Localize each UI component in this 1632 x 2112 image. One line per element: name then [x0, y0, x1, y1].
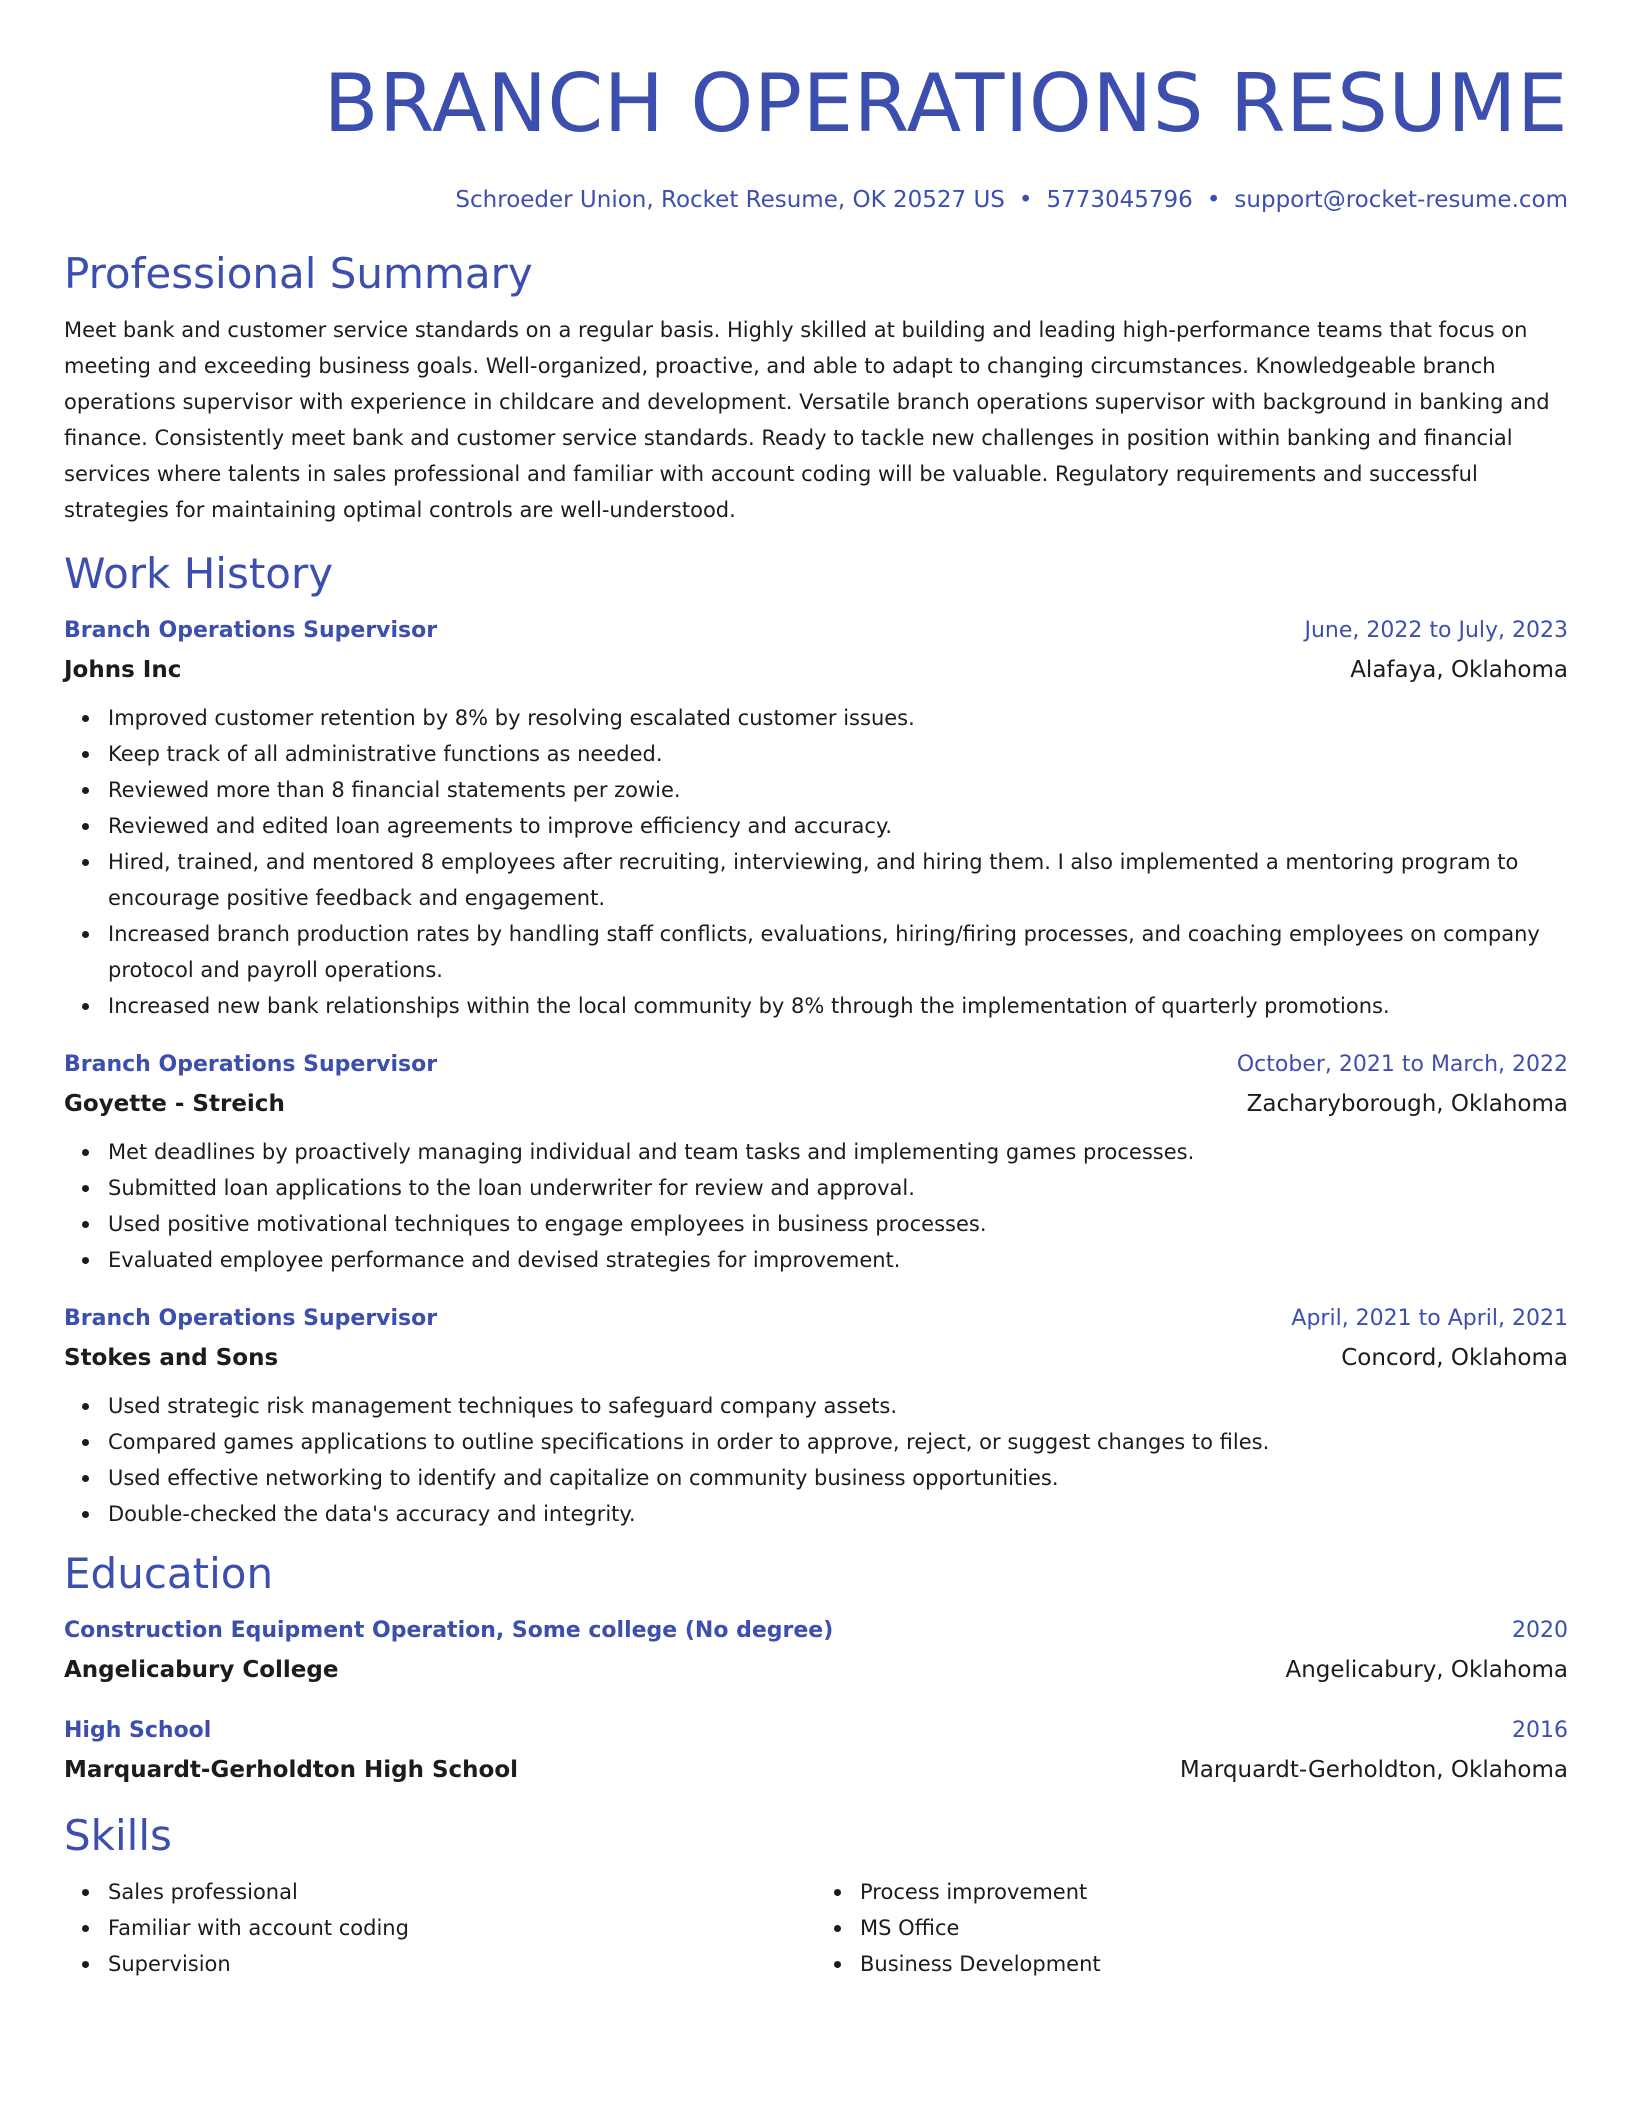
- phone-text: 5773045796: [1046, 187, 1193, 213]
- education-header: [64, 1612, 1568, 1650]
- education-subheader: [64, 1750, 1568, 1790]
- job-header: [64, 1300, 1568, 1338]
- education-subheader: [64, 1650, 1568, 1690]
- degree-title: High School: [64, 1718, 212, 1743]
- summary-heading: Professional Summary: [64, 249, 533, 298]
- skills-grid: [64, 1864, 1568, 1982]
- education-section: [64, 1546, 1568, 1790]
- list-item: Used effective networking to identify and capitalize on community business opportunities.: [108, 1460, 1568, 1496]
- list-item: Submitted loan applications to the loan underwriter for review and approval.: [108, 1170, 1568, 1206]
- job-entry: [64, 1046, 1568, 1278]
- company-name: Stokes and Sons: [64, 1345, 279, 1371]
- list-item: Evaluated employee performance and devised strategies for improvement.: [108, 1242, 1568, 1278]
- job-header: [64, 1046, 1568, 1084]
- list-item: Familiar with account coding: [108, 1910, 816, 1946]
- job-title: Branch Operations Supervisor: [64, 1052, 438, 1077]
- list-item: Process improvement: [860, 1874, 1568, 1910]
- list-item: Supervision: [108, 1946, 816, 1982]
- company-name: Goyette - Streich: [64, 1091, 285, 1117]
- contact-line: [64, 180, 1568, 220]
- degree-title: Construction Equipment Operation, Some college (No degree): [64, 1618, 834, 1643]
- education-header: [64, 1712, 1568, 1750]
- skills-section: [64, 1808, 1568, 1982]
- separator-dot: •: [1206, 187, 1221, 213]
- education-entry: [64, 1612, 1568, 1690]
- graduation-year: 2020: [1512, 1618, 1568, 1643]
- school-location: Marquardt-Gerholdton, Oklahoma: [1179, 1757, 1568, 1783]
- list-item: Used positive motivational techniques to engage employees in business processes.: [108, 1206, 1568, 1242]
- job-dates: June, 2022 to July, 2023: [1304, 618, 1568, 643]
- list-item: Sales professional: [108, 1874, 816, 1910]
- job-title: Branch Operations Supervisor: [64, 1306, 438, 1331]
- job-entry: [64, 1300, 1568, 1532]
- resume-page: [64, 0, 1568, 1982]
- company-name: Johns Inc: [64, 657, 182, 683]
- job-dates: April, 2021 to April, 2021: [1291, 1306, 1568, 1331]
- list-item: Keep track of all administrative functions as needed.: [108, 736, 1568, 772]
- list-item: Met deadlines by proactively managing individual and team tasks and implementing games processes.: [108, 1134, 1568, 1170]
- summary-section: [64, 246, 1568, 528]
- job-subheader: [64, 650, 1568, 690]
- list-item: MS Office: [860, 1910, 1568, 1946]
- job-entry: [64, 612, 1568, 1024]
- education-heading: Education: [64, 1549, 274, 1598]
- address-text: Schroeder Union, Rocket Resume, OK 20527 US: [455, 187, 1005, 213]
- job-subheader: [64, 1084, 1568, 1124]
- job-location: Zacharyborough, Oklahoma: [1246, 1091, 1568, 1117]
- job-title: Branch Operations Supervisor: [64, 618, 438, 643]
- job-dates: October, 2021 to March, 2022: [1236, 1052, 1568, 1077]
- school-name: Angelicabury College: [64, 1657, 339, 1683]
- job-bullets: [64, 1388, 1568, 1532]
- graduation-year: 2016: [1512, 1718, 1568, 1743]
- work-history-heading: Work History: [64, 549, 334, 598]
- skills-heading: Skills: [64, 1811, 172, 1860]
- school-location: Angelicabury, Oklahoma: [1285, 1657, 1568, 1683]
- skills-list-right: [816, 1874, 1568, 1982]
- list-item: Increased branch production rates by handling staff conflicts, evaluations, hiring/firing processes, and coaching employees on company protocol and payroll operations.: [108, 916, 1568, 988]
- list-item: Reviewed and edited loan agreements to improve efficiency and accuracy.: [108, 808, 1568, 844]
- job-location: Concord, Oklahoma: [1341, 1345, 1568, 1371]
- list-item: Improved customer retention by 8% by resolving escalated customer issues.: [108, 700, 1568, 736]
- list-item: Hired, trained, and mentored 8 employees after recruiting, interviewing, and hiring them. I also implemented a mentoring program to encourage positive feedback and engagement.: [108, 844, 1568, 916]
- list-item: Used strategic risk management techniques to safeguard company assets.: [108, 1388, 1568, 1424]
- work-history-section: [64, 546, 1568, 1532]
- list-item: Double-checked the data's accuracy and integrity.: [108, 1496, 1568, 1532]
- job-subheader: [64, 1338, 1568, 1378]
- list-item: Reviewed more than 8 financial statements per zowie.: [108, 772, 1568, 808]
- separator-dot: •: [1018, 187, 1033, 213]
- resume-title: BRANCH OPERATIONS RESUME: [323, 57, 1568, 150]
- job-bullets: [64, 1134, 1568, 1278]
- list-item: Compared games applications to outline specifications in order to approve, reject, or suggest changes to files.: [108, 1424, 1568, 1460]
- school-name: Marquardt-Gerholdton High School: [64, 1757, 519, 1783]
- list-item: Business Development: [860, 1946, 1568, 1982]
- email-link[interactable]: support@rocket-resume.com: [1234, 187, 1568, 213]
- job-header: [64, 612, 1568, 650]
- skills-list-left: [64, 1874, 816, 1982]
- education-entry: [64, 1712, 1568, 1790]
- job-location: Alafaya, Oklahoma: [1350, 657, 1568, 683]
- job-bullets: [64, 700, 1568, 1024]
- summary-paragraph: Meet bank and customer service standards on a regular basis. Highly skilled at building and leading high-performance teams that focus on meeting and exceeding business goals. Well-organized, proactive, and able to adapt to changing circumstances. Knowledgeable branch operations supervisor with experience in childcare and development. Versatile branch operations supervisor with background in banking and finance. Consistently meet bank and customer service standards. Ready to tackle new challenges in position within banking and financial services where talents in sales professional and familiar with account coding will be valuable. Regulatory requirements and successful strategies for maintaining optimal controls are well-understood.: [64, 318, 1550, 522]
- list-item: Increased new bank relationships within the local community by 8% through the implementation of quarterly promotions.: [108, 988, 1568, 1024]
